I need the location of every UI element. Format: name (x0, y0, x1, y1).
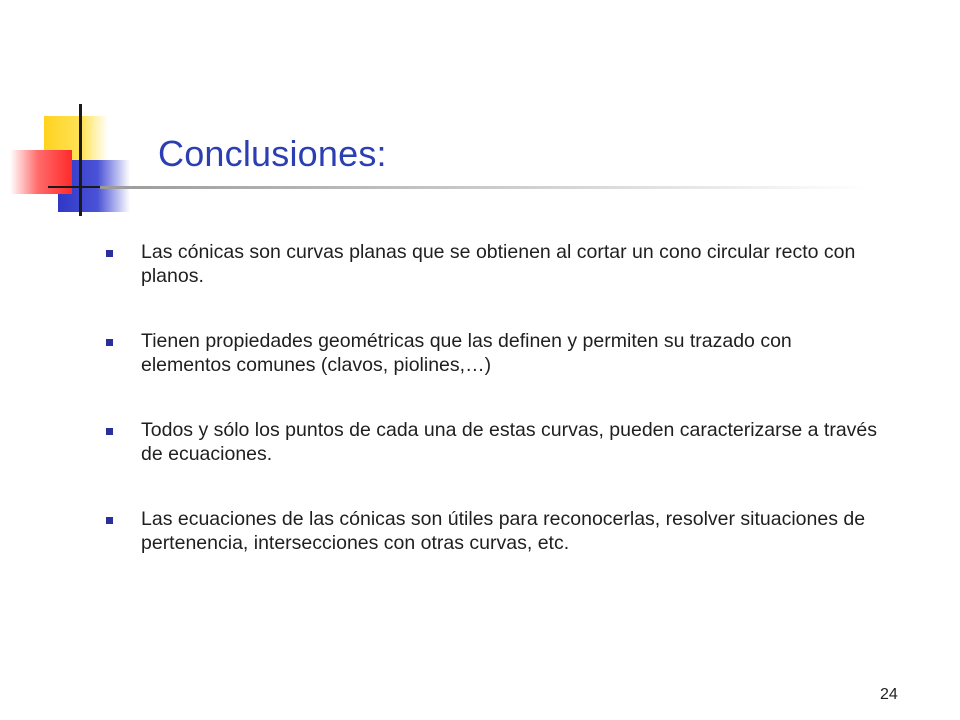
square-bullet-icon (106, 339, 113, 346)
bullet-item (104, 329, 884, 377)
square-bullet-icon (106, 250, 113, 257)
bullet-item (104, 240, 884, 288)
bullet-text: Tienen propiedades geométricas que las definen y permiten su trazado con elementos comunes (clavos, piolines,…) (141, 330, 792, 376)
page-number: 24 (880, 686, 898, 703)
bullet-text: Todos y sólo los puntos de cada una de estas curvas, pueden caracterizarse a través de ecuaciones. (141, 419, 878, 465)
bullet-item (104, 507, 884, 555)
bullet-text: Las cónicas son curvas planas que se obtienen al cortar un cono circular recto con planos. (141, 241, 856, 287)
square-bullet-icon (106, 517, 113, 524)
square-bullet-icon (106, 428, 113, 435)
logo-vertical-line (79, 104, 82, 216)
slide-title: Conclusiones: (158, 133, 387, 174)
bullet-list (104, 240, 884, 596)
bullet-item (104, 418, 884, 466)
bullet-text: Las ecuaciones de las cónicas son útiles para reconocerlas, resolver situaciones de pertenencia, intersecciones con otras curvas, etc. (141, 508, 866, 554)
title-underline-rule (100, 186, 870, 189)
